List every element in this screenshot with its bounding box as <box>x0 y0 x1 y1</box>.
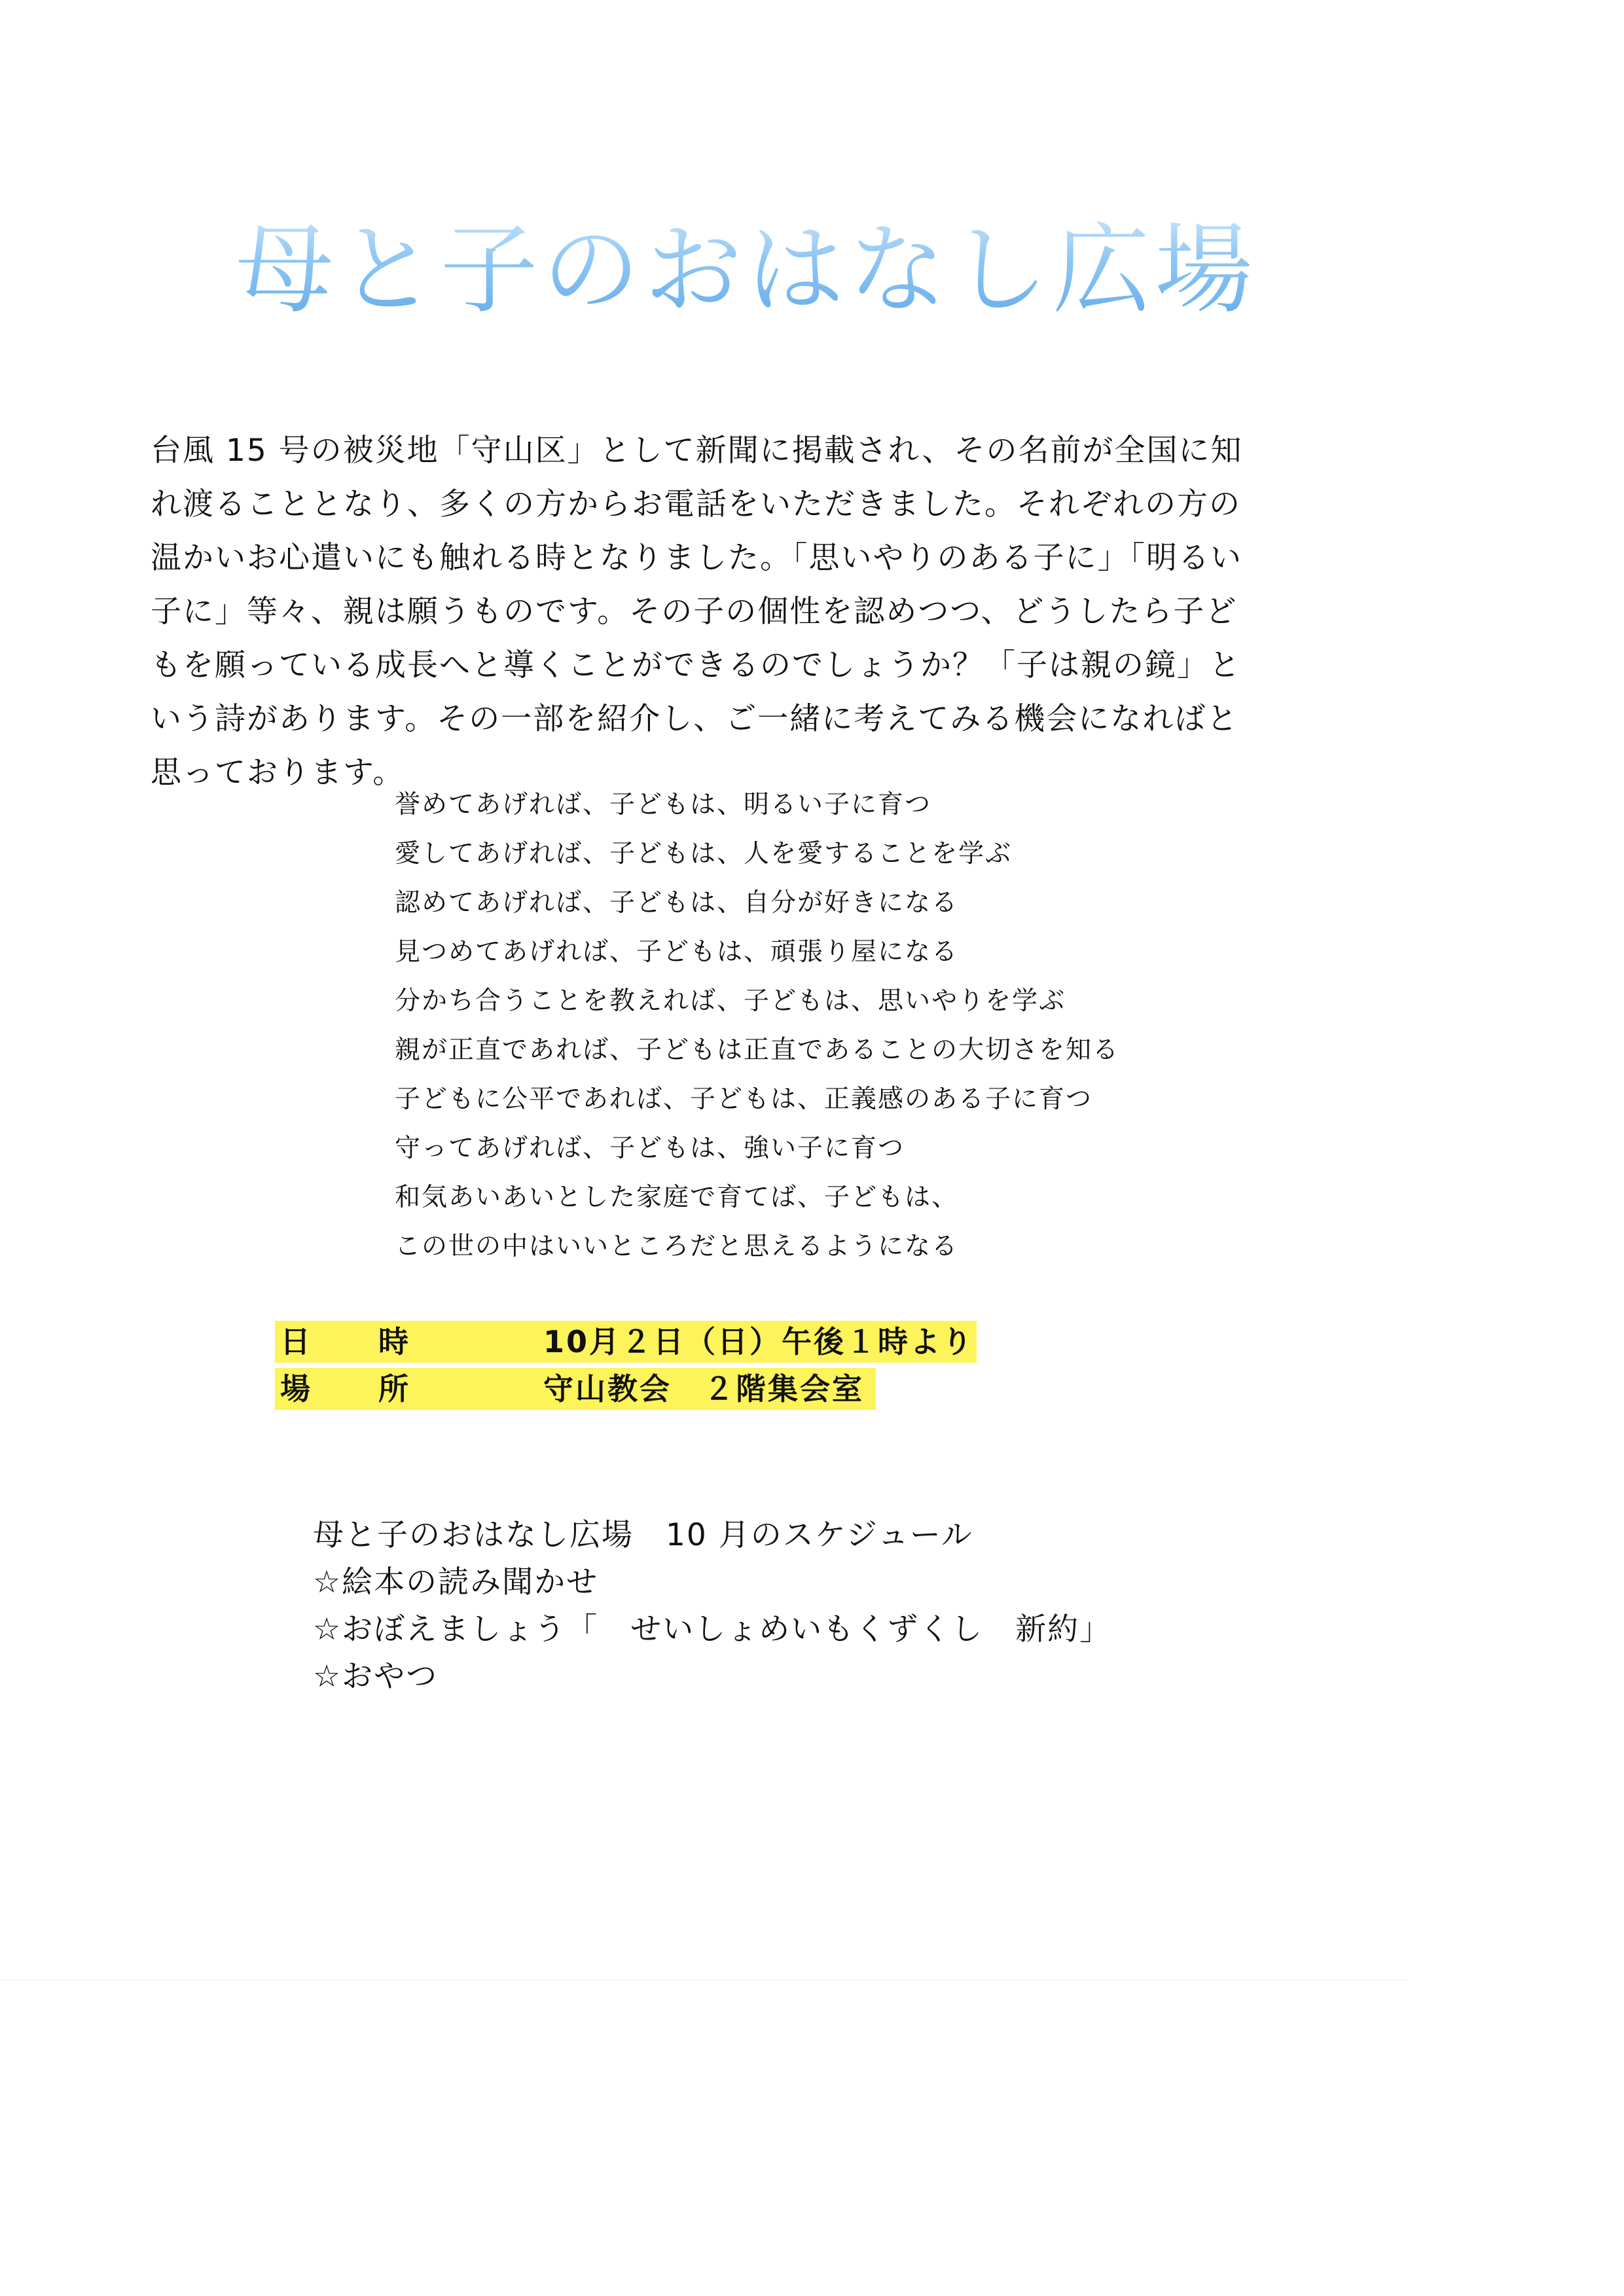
intro-line: いう詩があります。その一部を紹介し、ご一緒に考えてみる機会になればと <box>151 701 1239 737</box>
poem-excerpt <box>395 780 1119 1271</box>
intro-line: れ渡ることとなり、多くの方からお電話をいただきました。それぞれの方の <box>151 486 1241 522</box>
place-value: 守山教会 ２階集会室 <box>543 1371 864 1407</box>
schedule-heading: 母と子のおはなし広場 10 月のスケジュール <box>313 1517 973 1553</box>
poem-line: 分かち合うことを教えれば、子どもは、思いやりを学ぶ <box>395 986 1066 1016</box>
poem-line: 子どもに公平であれば、子どもは、正義感のある子に育つ <box>395 1085 1093 1114</box>
intro-line: 思っております。 <box>151 755 405 791</box>
poem-line: 見つめてあげれば、子どもは、頑張り屋になる <box>395 937 959 967</box>
schedule-item: ☆絵本の読み聞かせ <box>313 1564 599 1600</box>
poem-line: 愛してあげれば、子どもは、人を愛することを学ぶ <box>395 839 1013 869</box>
intro-paragraph <box>151 424 1329 800</box>
poem-line: この世の中はいいところだと思えるようになる <box>395 1232 959 1261</box>
place-label: 場所 <box>280 1371 477 1407</box>
schedule-item: ☆おぼえましょう「 せいしょめいもくずくし 新約」 <box>313 1611 1112 1647</box>
date-label: 日時 <box>280 1324 477 1359</box>
poem-line: 守ってあげれば、子どもは、強い子に育つ <box>395 1134 905 1163</box>
schedule-list <box>313 1512 1111 1700</box>
intro-line: 台風 15 号の被災地「守山区」として新聞に掲載され、その名前が全国に知 <box>151 433 1243 469</box>
scan-divider <box>0 1980 1407 1981</box>
schedule-item: ☆おやつ <box>313 1659 439 1695</box>
intro-line: もを願っている成長へと導くことができるのでしょうか？「子は親の鏡」と <box>151 647 1241 683</box>
page-title: 母と子のおはなし広場 <box>236 208 1257 332</box>
poem-line: 認めてあげれば、子どもは、自分が好きになる <box>395 888 959 918</box>
intro-line: 子に」等々、親は願うものです。その子の個性を認めつつ、どうしたら子ど <box>151 594 1238 630</box>
date-value: 10月２日（日）午後１時より <box>543 1324 975 1359</box>
poem-line: 親が正直であれば、子どもは正直であることの大切さを知る <box>395 1035 1120 1065</box>
poem-line: 誉めてあげれば、子どもは、明るい子に育つ <box>395 790 932 819</box>
intro-line: 温かいお心遣いにも触れる時となりました。「思いやりのある子に」「明るい <box>151 540 1242 576</box>
poem-line: 和気あいあいとした家庭で育てば、子どもは、 <box>395 1183 959 1212</box>
